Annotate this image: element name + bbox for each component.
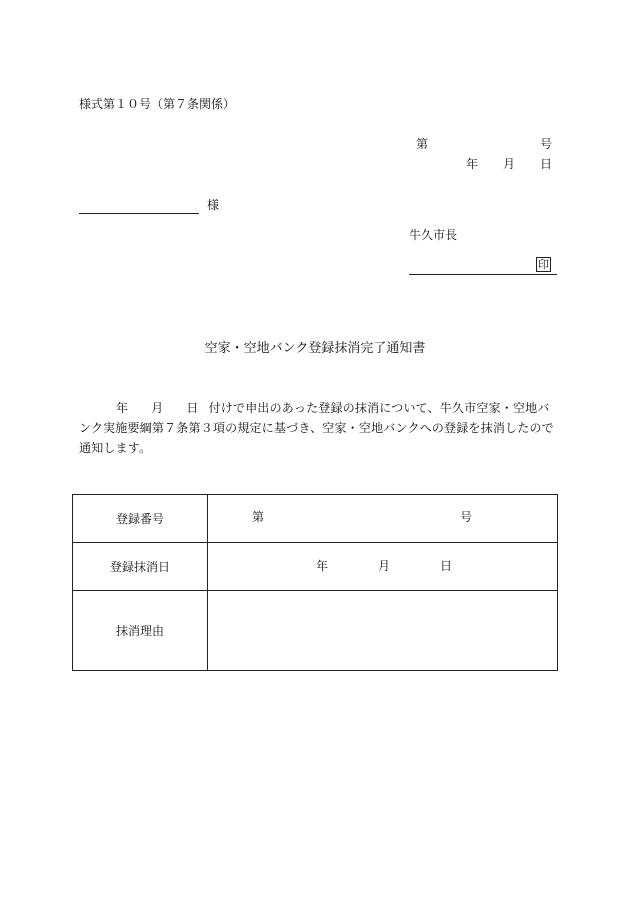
notice-body-line-2: ンク実施要綱第７条第３項の規定に基づき、空家・空地バンクへの登録を抹消したので	[79, 421, 554, 435]
body-day: 日	[186, 401, 199, 415]
document-number-suffix: 号	[540, 137, 553, 151]
table-row	[73, 591, 558, 671]
addressee-suffix: 様	[207, 198, 220, 212]
deletion-date-label: 登録抹消日	[73, 543, 208, 591]
deletion-date-cell	[208, 543, 558, 591]
deletion-reason-label: 抹消理由	[73, 591, 208, 671]
notice-body-line-1	[79, 398, 559, 418]
document-number-prefix: 第	[416, 137, 429, 151]
seal-label: 印	[538, 258, 549, 271]
body-line-1-text: 付けで申出のあった登録の抹消について、牛久市空家・空地バ	[208, 401, 550, 415]
document-title: 空家・空地バンク登録抹消完了通知書	[204, 341, 426, 356]
issuer-name: 牛久市長	[409, 228, 458, 242]
issue-date-day: 日	[540, 157, 553, 171]
official-seal-mark	[536, 257, 551, 272]
registration-number-label: 登録番号	[73, 495, 208, 543]
body-year: 年	[116, 401, 129, 415]
registration-number-prefix: 第	[252, 510, 265, 524]
deletion-date-year: 年	[316, 559, 329, 573]
registration-table	[72, 494, 558, 671]
body-month: 月	[151, 401, 164, 415]
addressee-name-line	[79, 213, 199, 214]
issue-date-month: 月	[503, 157, 516, 171]
registration-number-cell	[208, 495, 558, 543]
deletion-date-month: 月	[378, 559, 391, 573]
table-row	[73, 543, 558, 591]
issuer-signature-line	[409, 274, 557, 275]
issue-date-year: 年	[466, 157, 479, 171]
registration-number-suffix: 号	[460, 510, 473, 524]
form-style-number: 様式第１０号（第７条関係）	[79, 97, 236, 111]
table-row	[73, 495, 558, 543]
deletion-reason-cell	[208, 591, 558, 671]
notice-body-line-3: 通知します。	[79, 441, 152, 455]
notice-body	[79, 398, 559, 458]
deletion-date-day: 日	[440, 559, 453, 573]
